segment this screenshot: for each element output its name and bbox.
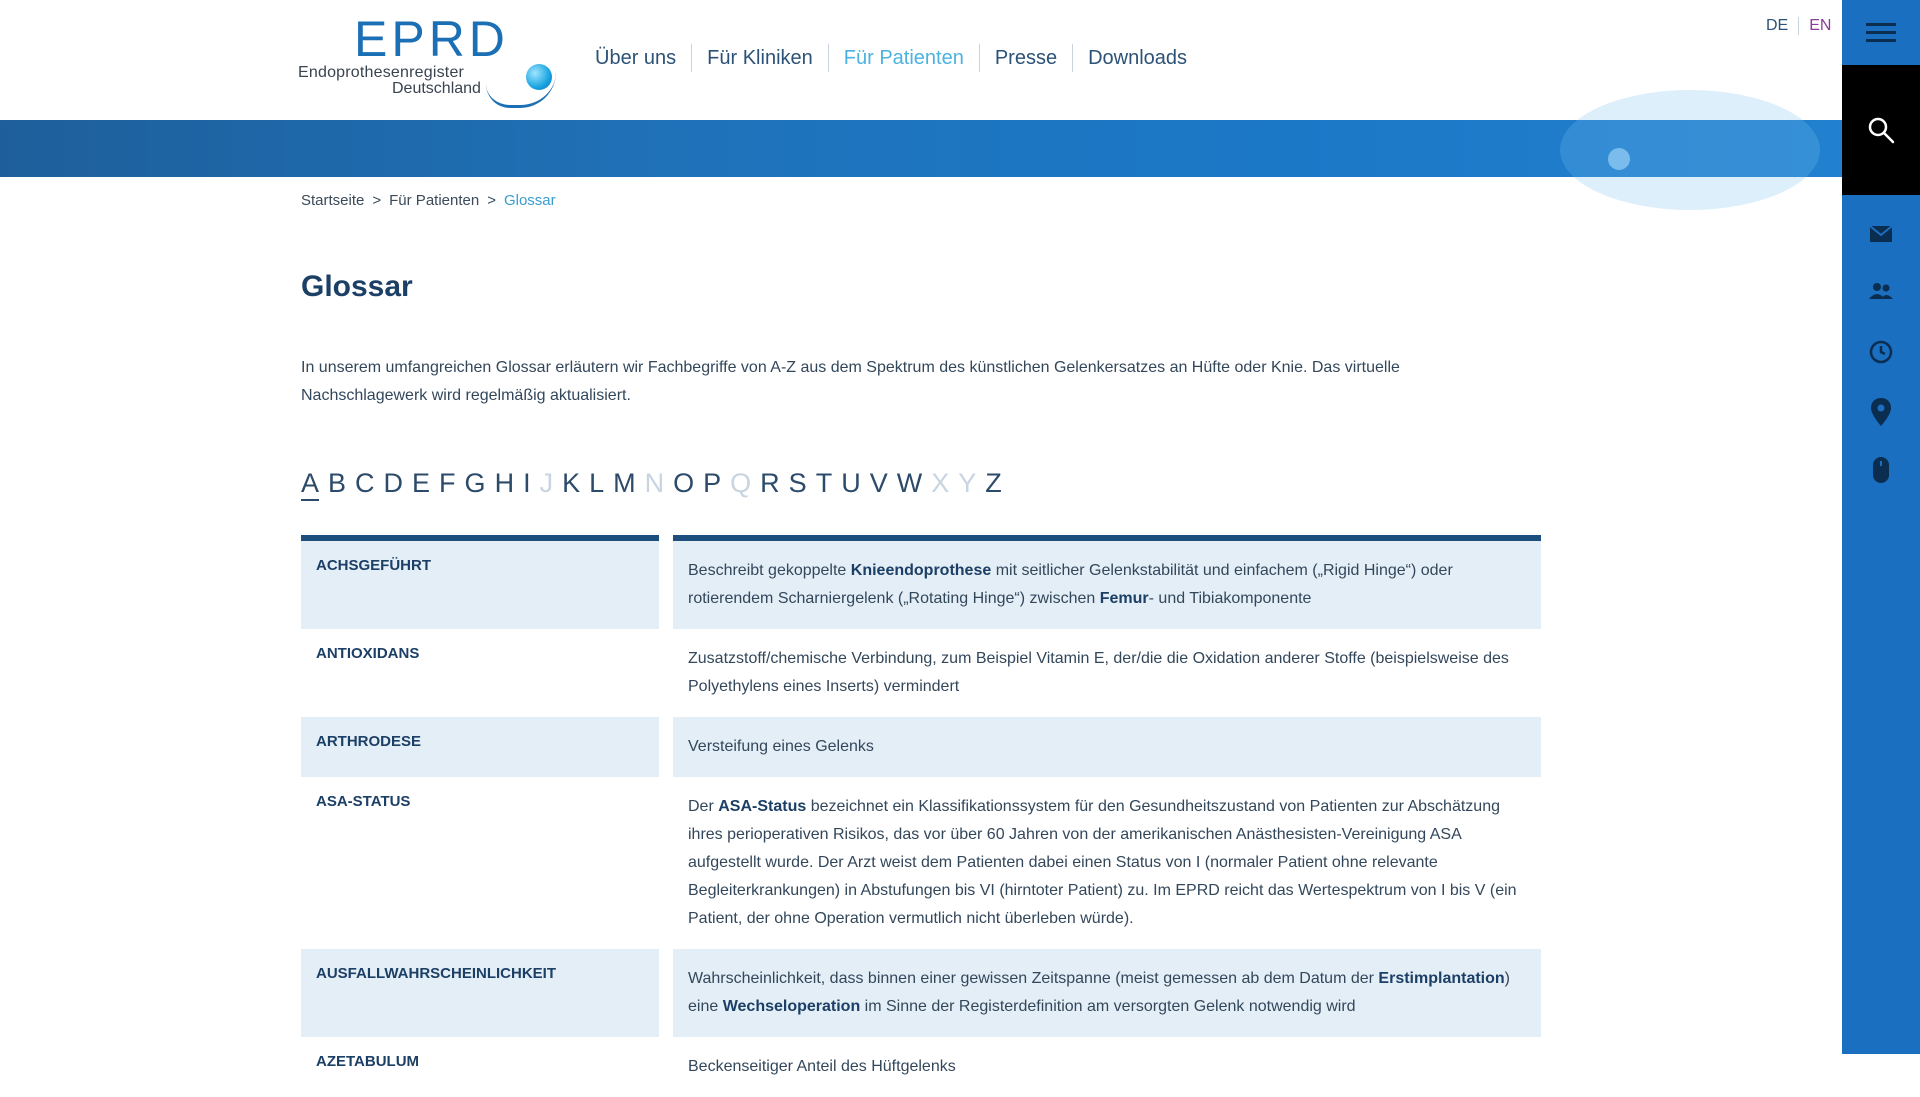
- search-icon: [1867, 116, 1895, 144]
- glossary-definition: [673, 629, 1541, 717]
- glossary-link-term[interactable]: Erstimplantation: [1378, 970, 1505, 987]
- logo-ball-icon: [526, 64, 552, 90]
- location-button[interactable]: [1842, 392, 1920, 432]
- banner-dot: [1608, 148, 1630, 170]
- glossary-definition: [673, 535, 1541, 629]
- letter-q: Q: [730, 468, 752, 498]
- glossary-term: ACHSGEFÜHRT: [301, 535, 659, 629]
- letter-r[interactable]: R: [760, 468, 780, 498]
- letter-l[interactable]: L: [589, 468, 605, 498]
- lang-en[interactable]: EN: [1809, 17, 1832, 34]
- letter-d[interactable]: D: [383, 468, 404, 498]
- nav-item-über-uns[interactable]: Über uns: [595, 47, 677, 69]
- language-switcher: [1756, 17, 1841, 35]
- definition-text: - und Tibiakomponente: [1148, 590, 1312, 607]
- letter-v[interactable]: V: [869, 468, 888, 498]
- definition-text: Zusatzstoff/chemische Verbindung, zum Beispiel Vitamin E, der/die die Oxidation anderer Stoffe (beispielsweise des Polyethylens eines Inserts) vermindert: [688, 650, 1509, 695]
- glossary-term: AZETABULUM: [316, 1053, 420, 1070]
- letter-p[interactable]: P: [703, 468, 722, 498]
- letter-i[interactable]: I: [523, 468, 531, 498]
- definition-text: ) eine: [688, 970, 1510, 1015]
- letter-e[interactable]: E: [412, 468, 431, 498]
- team-button[interactable]: [1842, 271, 1920, 311]
- glossary-term: ANTIOXIDANS: [316, 645, 420, 662]
- breadcrumb-current: Glossar: [503, 192, 556, 209]
- letter-o[interactable]: O: [673, 468, 695, 498]
- search-button[interactable]: [1842, 65, 1920, 195]
- definition-text: Beschreibt gekoppelte: [688, 562, 851, 579]
- mobile-button[interactable]: [1842, 450, 1920, 490]
- logo-line1: Endoprothesenregister: [298, 64, 465, 81]
- letter-y: Y: [958, 468, 977, 498]
- letter-x: X: [931, 468, 950, 498]
- glossary-row: [301, 1037, 1541, 1097]
- right-sidebar: [1842, 0, 1920, 1054]
- glossary-term: ARTHRODESE: [301, 717, 659, 777]
- logo-line2: Deutschland: [392, 80, 481, 97]
- nav-item-downloads[interactable]: Downloads: [1072, 44, 1202, 72]
- letter-u[interactable]: U: [841, 468, 861, 498]
- letter-m[interactable]: M: [613, 468, 636, 498]
- breadcrumb-parent[interactable]: Für Patienten: [389, 192, 480, 209]
- breadcrumb-separator: >: [372, 192, 382, 209]
- banner-decoration: [1560, 90, 1820, 210]
- nav-item-für-kliniken[interactable]: Für Kliniken: [691, 44, 828, 72]
- definition-text: mit seitlicher Gelenkstabilität und einfachem („Rigid Hinge“) oder rotierendem Scharniergelenk („Rotating Hinge“) zwischen: [688, 562, 1453, 607]
- letter-n: N: [644, 468, 665, 498]
- letter-t[interactable]: T: [815, 468, 833, 498]
- mouse-icon: [1872, 456, 1890, 484]
- alphabet-filter: [301, 468, 1002, 501]
- contact-mail-button[interactable]: [1842, 214, 1920, 254]
- menu-button[interactable]: [1842, 0, 1920, 65]
- glossary-row: [301, 535, 1541, 629]
- glossary-table: [301, 535, 1541, 1097]
- glossary-term: AUSFALLWAHRSCHEINLICHKEIT: [301, 949, 659, 1037]
- intro-text: In unserem umfangreichen Glossar erläutern wir Fachbegriffe von A-Z aus dem Spektrum des künstlichen Gelenkersatzes an Hüfte oder Knie. Das virtuelle Nachschlagewerk wird regelmäßig aktualisiert.: [301, 359, 1400, 404]
- clock-icon: [1869, 340, 1893, 364]
- hero-banner: [0, 120, 1842, 177]
- definition-text: Der: [688, 798, 719, 815]
- definition-text: Wahrscheinlichkeit, dass binnen einer gewissen Zeitspanne (meist gemessen ab dem Datum der: [688, 970, 1379, 987]
- glossary-definition: [673, 777, 1541, 949]
- glossary-term: ASA-STATUS: [316, 793, 411, 810]
- hamburger-icon: [1866, 23, 1896, 43]
- glossary-link-term[interactable]: Wechseloperation: [722, 998, 861, 1015]
- glossary-row: [301, 629, 1541, 717]
- letter-h[interactable]: H: [494, 468, 515, 498]
- main-nav: [583, 44, 1202, 72]
- letter-g[interactable]: G: [464, 468, 486, 498]
- letter-f[interactable]: F: [439, 468, 456, 498]
- page-title: Glossar: [301, 270, 413, 303]
- nav-item-für-patienten[interactable]: Für Patienten: [828, 44, 979, 72]
- glossary-row: [301, 717, 1541, 777]
- mail-icon: [1869, 225, 1893, 243]
- definition-text: im Sinne der Registerdefinition am versorgten Gelenk notwendig wird: [860, 998, 1356, 1015]
- breadcrumb-home[interactable]: Startseite: [301, 192, 365, 209]
- opening-hours-button[interactable]: [1842, 332, 1920, 372]
- letter-k[interactable]: K: [562, 468, 581, 498]
- eprd-logo[interactable]: [298, 11, 554, 98]
- glossary-row: [301, 777, 1541, 949]
- people-icon: [1868, 282, 1894, 300]
- letter-s[interactable]: S: [788, 468, 807, 498]
- lang-de[interactable]: DE: [1756, 17, 1799, 35]
- nav-item-presse[interactable]: Presse: [979, 44, 1072, 72]
- definition-text: Versteifung eines Gelenks: [688, 738, 874, 755]
- glossary-link-term[interactable]: Knieendoprothese: [850, 562, 992, 579]
- map-pin-icon: [1871, 398, 1891, 426]
- site-header: [0, 0, 1842, 120]
- letter-w[interactable]: W: [896, 468, 923, 498]
- letter-c[interactable]: C: [355, 468, 375, 498]
- definition-text: bezeichnet ein Klassifikationssystem für den Gesundheitszustand von Patienten zur Abschätzung ihres perioperativen Risikos, das vor über 60 Jahren von der amerikanischen Anästhesisten-Vereinigung ASA aufgestellt wurde. Der Arzt weist dem Patienten dabei einen Status von I (normaler Patient ohne relevante Begleiterkrankungen) in Abstufungen bis VI (hirntoter Patient) zu. Im EPRD reicht das Wertespektrum von I bis V (ein Patient, der ohne Operation vermutlich nicht überleben würde).: [688, 798, 1517, 927]
- breadcrumb: [301, 192, 556, 209]
- letter-z[interactable]: Z: [985, 468, 1002, 498]
- letter-b[interactable]: B: [328, 468, 347, 498]
- logo-wordmark: EPRD: [354, 11, 509, 67]
- letter-a[interactable]: A: [301, 468, 319, 501]
- breadcrumb-separator: >: [487, 192, 496, 209]
- glossary-link-term[interactable]: ASA-Status: [718, 798, 807, 815]
- glossary-definition: [673, 949, 1541, 1037]
- glossary-link-term[interactable]: Femur: [1099, 590, 1149, 607]
- letter-j: J: [539, 468, 554, 498]
- glossary-definition: [673, 1037, 1541, 1097]
- glossary-row: [301, 949, 1541, 1037]
- glossary-definition: [673, 717, 1541, 777]
- definition-text: Beckenseitiger Anteil des Hüftgelenks: [688, 1058, 956, 1075]
